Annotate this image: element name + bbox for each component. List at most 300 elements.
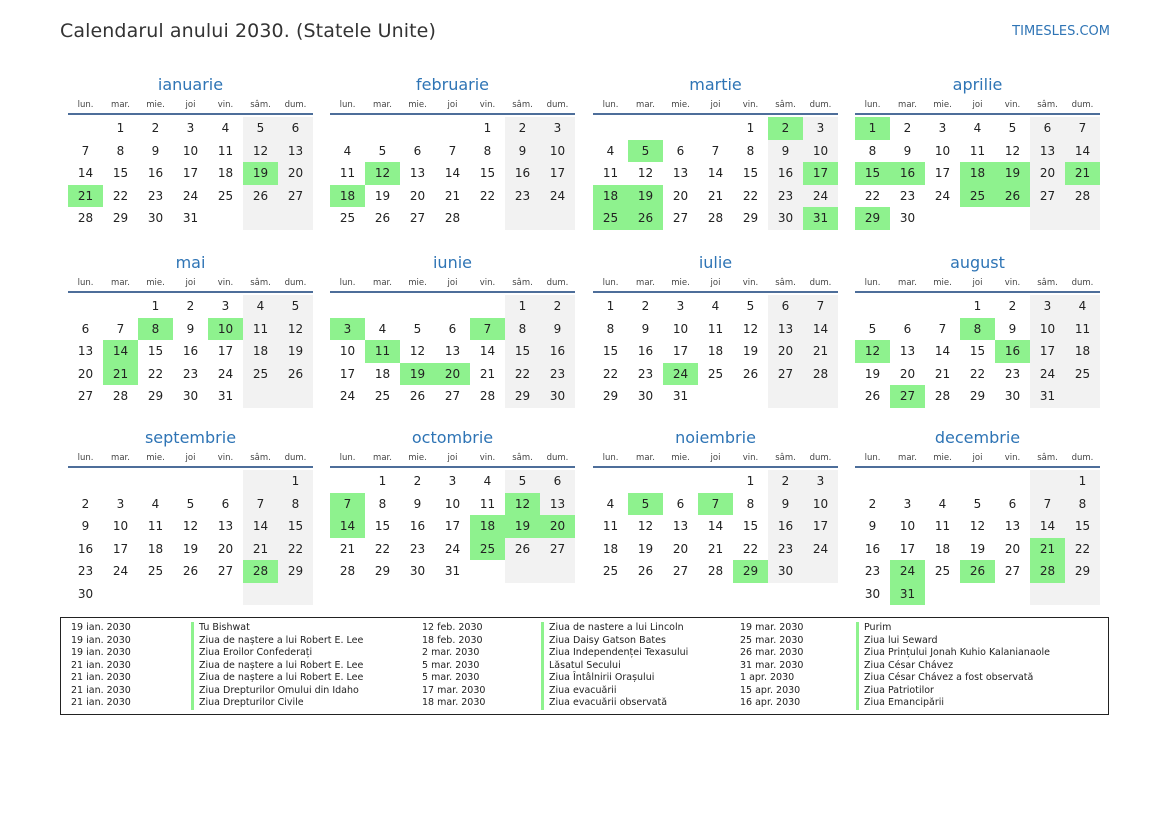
day-cell[interactable]: 13 [768,318,803,341]
holiday-day-cell[interactable]: 21 [103,363,138,386]
day-cell[interactable]: 15 [147,344,164,359]
day-cell[interactable]: 3 [221,299,230,314]
day-cell[interactable]: 21 [707,188,724,203]
day-cell[interactable]: 1 [973,299,982,314]
day-cell[interactable]: 12 [278,318,313,341]
day-cell[interactable]: 7 [711,143,720,158]
day-cell[interactable]: 6 [676,143,685,158]
day-cell[interactable]: 24 [540,185,575,208]
day-cell[interactable]: 9 [151,143,160,158]
day-cell[interactable]: 17 [540,162,575,185]
day-cell[interactable]: 27 [409,211,426,226]
holiday-day-cell[interactable]: 19 [400,363,435,386]
holiday-day-cell[interactable]: 17 [803,162,838,185]
day-cell[interactable]: 20 [278,162,313,185]
day-cell[interactable]: 23 [637,366,654,381]
day-cell[interactable]: 8 [483,143,492,158]
day-cell[interactable]: 3 [903,496,912,511]
day-cell[interactable]: 13 [899,344,916,359]
holiday-day-cell[interactable]: 24 [663,363,698,386]
day-cell[interactable]: 15 [112,166,129,181]
day-cell[interactable]: 17 [112,541,129,556]
day-cell[interactable]: 9 [413,496,422,511]
holiday-day-cell[interactable]: 25 [470,538,505,561]
day-cell[interactable]: 30 [409,564,426,579]
day-cell[interactable]: 1 [378,474,387,489]
day-cell[interactable]: 24 [803,538,838,561]
day-cell[interactable]: 20 [217,541,234,556]
day-cell[interactable]: 11 [1065,318,1100,341]
day-cell[interactable]: 20 [1004,541,1021,556]
day-cell[interactable]: 22 [1065,538,1100,561]
day-cell[interactable]: 11 [602,166,619,181]
day-cell[interactable]: 27 [444,389,461,404]
day-cell[interactable]: 28 [1065,185,1100,208]
day-cell[interactable]: 17 [217,344,234,359]
day-cell[interactable]: 25 [1065,363,1100,386]
day-cell[interactable]: 15 [374,519,391,534]
day-cell[interactable]: 23 [409,541,426,556]
day-cell[interactable]: 19 [742,344,759,359]
day-cell[interactable]: 27 [77,389,94,404]
day-cell[interactable]: 4 [151,496,160,511]
day-cell[interactable]: 28 [707,211,724,226]
holiday-day-cell[interactable]: 16 [890,162,925,185]
day-cell[interactable]: 12 [637,166,654,181]
day-cell[interactable]: 14 [1030,515,1065,538]
holiday-day-cell[interactable]: 25 [960,185,995,208]
holiday-day-cell[interactable]: 27 [890,385,925,408]
day-cell[interactable]: 18 [1065,340,1100,363]
day-cell[interactable]: 9 [641,321,650,336]
day-cell[interactable]: 27 [217,564,234,579]
day-cell[interactable]: 13 [77,344,94,359]
day-cell[interactable]: 27 [672,211,689,226]
day-cell[interactable]: 23 [147,188,164,203]
day-cell[interactable]: 24 [182,188,199,203]
holiday-day-cell[interactable]: 19 [628,185,663,208]
day-cell[interactable]: 12 [1004,143,1021,158]
day-cell[interactable]: 31 [1030,385,1065,408]
day-cell[interactable]: 9 [81,519,90,534]
day-cell[interactable]: 4 [243,295,278,318]
day-cell[interactable]: 25 [707,366,724,381]
day-cell[interactable]: 17 [444,519,461,534]
holiday-day-cell[interactable]: 21 [1065,162,1100,185]
day-cell[interactable]: 14 [934,344,951,359]
day-cell[interactable]: 13 [540,493,575,516]
day-cell[interactable]: 10 [803,493,838,516]
day-cell[interactable]: 22 [505,363,540,386]
holiday-day-cell[interactable]: 18 [330,185,365,208]
day-cell[interactable]: 3 [676,299,685,314]
day-cell[interactable]: 15 [602,344,619,359]
day-cell[interactable]: 7 [448,143,457,158]
day-cell[interactable]: 6 [903,321,912,336]
holiday-day-cell[interactable]: 3 [330,318,365,341]
day-cell[interactable]: 9 [540,318,575,341]
day-cell[interactable]: 8 [505,318,540,341]
day-cell[interactable]: 30 [864,586,881,601]
holiday-day-cell[interactable]: 16 [995,340,1030,363]
day-cell[interactable]: 27 [672,564,689,579]
holiday-day-cell[interactable]: 28 [1030,560,1065,583]
day-cell[interactable]: 13 [1004,519,1021,534]
day-cell[interactable]: 17 [672,344,689,359]
day-cell[interactable]: 15 [969,344,986,359]
day-cell[interactable]: 26 [637,564,654,579]
holiday-day-cell[interactable]: 5 [628,140,663,163]
day-cell[interactable]: 2 [151,121,160,136]
day-cell[interactable]: 5 [413,321,422,336]
day-cell[interactable]: 4 [606,496,615,511]
day-cell[interactable]: 18 [243,340,278,363]
day-cell[interactable]: 31 [444,564,461,579]
holiday-day-cell[interactable]: 31 [803,207,838,230]
day-cell[interactable]: 4 [343,143,352,158]
day-cell[interactable]: 13 [444,344,461,359]
day-cell[interactable]: 9 [186,321,195,336]
day-cell[interactable]: 1 [505,295,540,318]
day-cell[interactable]: 28 [479,389,496,404]
day-cell[interactable]: 16 [147,166,164,181]
day-cell[interactable]: 16 [409,519,426,534]
day-cell[interactable]: 13 [217,519,234,534]
day-cell[interactable]: 12 [969,519,986,534]
day-cell[interactable]: 9 [868,519,877,534]
day-cell[interactable]: 23 [899,188,916,203]
day-cell[interactable]: 30 [899,211,916,226]
day-cell[interactable]: 30 [540,385,575,408]
day-cell[interactable]: 3 [803,117,838,140]
holiday-day-cell[interactable]: 7 [470,318,505,341]
day-cell[interactable]: 3 [116,496,125,511]
day-cell[interactable]: 19 [637,541,654,556]
holiday-day-cell[interactable]: 20 [435,363,470,386]
holiday-day-cell[interactable]: 26 [995,185,1030,208]
holiday-day-cell[interactable]: 14 [103,340,138,363]
holiday-day-cell[interactable]: 14 [330,515,365,538]
day-cell[interactable]: 2 [1008,299,1017,314]
holiday-day-cell[interactable]: 26 [960,560,995,583]
day-cell[interactable]: 31 [182,211,199,226]
day-cell[interactable]: 2 [413,474,422,489]
day-cell[interactable]: 22 [602,366,619,381]
day-cell[interactable]: 21 [707,541,724,556]
day-cell[interactable]: 14 [77,166,94,181]
day-cell[interactable]: 21 [934,366,951,381]
day-cell[interactable]: 19 [969,541,986,556]
day-cell[interactable]: 29 [505,385,540,408]
day-cell[interactable]: 14 [707,166,724,181]
day-cell[interactable]: 17 [899,541,916,556]
day-cell[interactable]: 14 [707,519,724,534]
day-cell[interactable]: 5 [505,470,540,493]
day-cell[interactable]: 25 [602,564,619,579]
day-cell[interactable]: 2 [81,496,90,511]
day-cell[interactable]: 11 [707,321,724,336]
day-cell[interactable]: 5 [973,496,982,511]
day-cell[interactable]: 5 [378,143,387,158]
day-cell[interactable]: 25 [217,188,234,203]
day-cell[interactable]: 28 [112,389,129,404]
day-cell[interactable]: 22 [864,188,881,203]
day-cell[interactable]: 2 [868,496,877,511]
holiday-day-cell[interactable]: 1 [855,117,890,140]
day-cell[interactable]: 2 [505,117,540,140]
holiday-day-cell[interactable]: 10 [208,318,243,341]
day-cell[interactable]: 30 [768,560,803,583]
day-cell[interactable]: 8 [278,493,313,516]
holiday-day-cell[interactable]: 24 [890,560,925,583]
day-cell[interactable]: 10 [339,344,356,359]
day-cell[interactable]: 6 [676,496,685,511]
day-cell[interactable]: 24 [112,564,129,579]
holiday-day-cell[interactable]: 21 [68,185,103,208]
day-cell[interactable]: 9 [903,143,912,158]
day-cell[interactable]: 23 [505,185,540,208]
day-cell[interactable]: 6 [1008,496,1017,511]
day-cell[interactable]: 18 [374,366,391,381]
day-cell[interactable]: 5 [278,295,313,318]
day-cell[interactable]: 30 [182,389,199,404]
day-cell[interactable]: 14 [479,344,496,359]
day-cell[interactable]: 16 [864,541,881,556]
day-cell[interactable]: 19 [182,541,199,556]
holiday-day-cell[interactable]: 8 [138,318,173,341]
day-cell[interactable]: 26 [409,389,426,404]
site-link[interactable]: TIMESLES.COM [1012,24,1110,39]
day-cell[interactable]: 24 [217,366,234,381]
holiday-day-cell[interactable]: 26 [628,207,663,230]
day-cell[interactable]: 8 [1065,493,1100,516]
day-cell[interactable]: 30 [768,207,803,230]
day-cell[interactable]: 20 [672,188,689,203]
day-cell[interactable]: 12 [409,344,426,359]
day-cell[interactable]: 16 [768,515,803,538]
day-cell[interactable]: 1 [1065,470,1100,493]
day-cell[interactable]: 13 [278,140,313,163]
day-cell[interactable]: 18 [934,541,951,556]
day-cell[interactable]: 14 [803,318,838,341]
day-cell[interactable]: 27 [540,538,575,561]
day-cell[interactable]: 15 [742,519,759,534]
day-cell[interactable]: 30 [1004,389,1021,404]
day-cell[interactable]: 25 [243,363,278,386]
holiday-day-cell[interactable]: 12 [365,162,400,185]
holiday-day-cell[interactable]: 29 [855,207,890,230]
day-cell[interactable]: 16 [540,340,575,363]
day-cell[interactable]: 15 [742,166,759,181]
day-cell[interactable]: 1 [746,474,755,489]
day-cell[interactable]: 29 [374,564,391,579]
day-cell[interactable]: 17 [934,166,951,181]
holiday-day-cell[interactable]: 21 [1030,538,1065,561]
day-cell[interactable]: 14 [444,166,461,181]
day-cell[interactable]: 7 [81,143,90,158]
day-cell[interactable]: 7 [1065,117,1100,140]
day-cell[interactable]: 7 [1030,493,1065,516]
day-cell[interactable]: 16 [768,162,803,185]
day-cell[interactable]: 29 [112,211,129,226]
day-cell[interactable]: 26 [505,538,540,561]
day-cell[interactable]: 22 [742,541,759,556]
day-cell[interactable]: 1 [606,299,615,314]
day-cell[interactable]: 3 [186,121,195,136]
day-cell[interactable]: 23 [864,564,881,579]
day-cell[interactable]: 11 [969,143,986,158]
day-cell[interactable]: 3 [1030,295,1065,318]
day-cell[interactable]: 12 [182,519,199,534]
day-cell[interactable]: 16 [77,541,94,556]
day-cell[interactable]: 6 [81,321,90,336]
day-cell[interactable]: 21 [339,541,356,556]
day-cell[interactable]: 15 [505,340,540,363]
day-cell[interactable]: 18 [147,541,164,556]
day-cell[interactable]: 16 [182,344,199,359]
day-cell[interactable]: 11 [217,143,234,158]
day-cell[interactable]: 10 [899,519,916,534]
day-cell[interactable]: 6 [278,117,313,140]
day-cell[interactable]: 4 [1065,295,1100,318]
day-cell[interactable]: 6 [540,470,575,493]
day-cell[interactable]: 28 [444,211,461,226]
day-cell[interactable]: 14 [1065,140,1100,163]
day-cell[interactable]: 4 [221,121,230,136]
day-cell[interactable]: 6 [448,321,457,336]
day-cell[interactable]: 1 [151,299,160,314]
day-cell[interactable]: 28 [77,211,94,226]
day-cell[interactable]: 30 [637,389,654,404]
holiday-day-cell[interactable]: 18 [470,515,505,538]
day-cell[interactable]: 10 [803,140,838,163]
day-cell[interactable]: 3 [938,121,947,136]
day-cell[interactable]: 25 [339,211,356,226]
day-cell[interactable]: 11 [147,519,164,534]
day-cell[interactable]: 26 [864,389,881,404]
day-cell[interactable]: 2 [903,121,912,136]
day-cell[interactable]: 11 [339,166,356,181]
day-cell[interactable]: 2 [540,295,575,318]
holiday-day-cell[interactable]: 2 [768,117,803,140]
day-cell[interactable]: 8 [746,143,755,158]
day-cell[interactable]: 24 [339,389,356,404]
day-cell[interactable]: 25 [374,389,391,404]
day-cell[interactable]: 10 [934,143,951,158]
day-cell[interactable]: 21 [444,188,461,203]
day-cell[interactable]: 4 [711,299,720,314]
day-cell[interactable]: 7 [243,493,278,516]
day-cell[interactable]: 25 [147,564,164,579]
holiday-day-cell[interactable]: 5 [628,493,663,516]
day-cell[interactable]: 29 [1065,560,1100,583]
day-cell[interactable]: 29 [602,389,619,404]
day-cell[interactable]: 19 [278,340,313,363]
day-cell[interactable]: 2 [641,299,650,314]
day-cell[interactable]: 27 [278,185,313,208]
day-cell[interactable]: 4 [483,474,492,489]
day-cell[interactable]: 7 [803,295,838,318]
day-cell[interactable]: 20 [77,366,94,381]
day-cell[interactable]: 19 [374,188,391,203]
day-cell[interactable]: 12 [742,321,759,336]
holiday-day-cell[interactable]: 29 [733,560,768,583]
day-cell[interactable]: 22 [479,188,496,203]
day-cell[interactable]: 30 [77,586,94,601]
day-cell[interactable]: 17 [1030,340,1065,363]
day-cell[interactable]: 27 [1004,564,1021,579]
day-cell[interactable]: 25 [934,564,951,579]
day-cell[interactable]: 6 [768,295,803,318]
day-cell[interactable]: 9 [1008,321,1017,336]
day-cell[interactable]: 23 [768,185,803,208]
day-cell[interactable]: 6 [221,496,230,511]
day-cell[interactable]: 8 [378,496,387,511]
day-cell[interactable]: 11 [243,318,278,341]
day-cell[interactable]: 20 [899,366,916,381]
day-cell[interactable]: 10 [444,496,461,511]
day-cell[interactable]: 26 [278,363,313,386]
day-cell[interactable]: 26 [742,366,759,381]
day-cell[interactable]: 23 [1004,366,1021,381]
day-cell[interactable]: 1 [278,470,313,493]
day-cell[interactable]: 13 [672,166,689,181]
day-cell[interactable]: 23 [768,538,803,561]
day-cell[interactable]: 17 [182,166,199,181]
day-cell[interactable]: 13 [672,519,689,534]
holiday-day-cell[interactable]: 31 [890,583,925,606]
holiday-day-cell[interactable]: 8 [960,318,995,341]
day-cell[interactable]: 24 [934,188,951,203]
day-cell[interactable]: 11 [934,519,951,534]
day-cell[interactable]: 5 [186,496,195,511]
holiday-day-cell[interactable]: 19 [243,162,278,185]
day-cell[interactable]: 27 [768,363,803,386]
holiday-day-cell[interactable]: 11 [365,340,400,363]
day-cell[interactable]: 23 [77,564,94,579]
day-cell[interactable]: 12 [637,519,654,534]
day-cell[interactable]: 4 [606,143,615,158]
day-cell[interactable]: 9 [768,140,803,163]
day-cell[interactable]: 4 [378,321,387,336]
day-cell[interactable]: 15 [278,515,313,538]
day-cell[interactable]: 20 [1030,162,1065,185]
day-cell[interactable]: 10 [672,321,689,336]
holiday-day-cell[interactable]: 28 [243,560,278,583]
day-cell[interactable]: 5 [868,321,877,336]
day-cell[interactable]: 26 [374,211,391,226]
day-cell[interactable]: 11 [479,496,496,511]
day-cell[interactable]: 22 [374,541,391,556]
holiday-day-cell[interactable]: 20 [540,515,575,538]
day-cell[interactable]: 29 [278,560,313,583]
day-cell[interactable]: 30 [147,211,164,226]
day-cell[interactable]: 28 [707,564,724,579]
holiday-day-cell[interactable]: 19 [505,515,540,538]
day-cell[interactable]: 10 [112,519,129,534]
day-cell[interactable]: 22 [278,538,313,561]
day-cell[interactable]: 7 [938,321,947,336]
day-cell[interactable]: 10 [182,143,199,158]
day-cell[interactable]: 20 [409,188,426,203]
day-cell[interactable]: 6 [413,143,422,158]
day-cell[interactable]: 17 [339,366,356,381]
day-cell[interactable]: 18 [217,166,234,181]
day-cell[interactable]: 18 [602,541,619,556]
holiday-day-cell[interactable]: 12 [855,340,890,363]
day-cell[interactable]: 12 [243,140,278,163]
day-cell[interactable]: 31 [217,389,234,404]
